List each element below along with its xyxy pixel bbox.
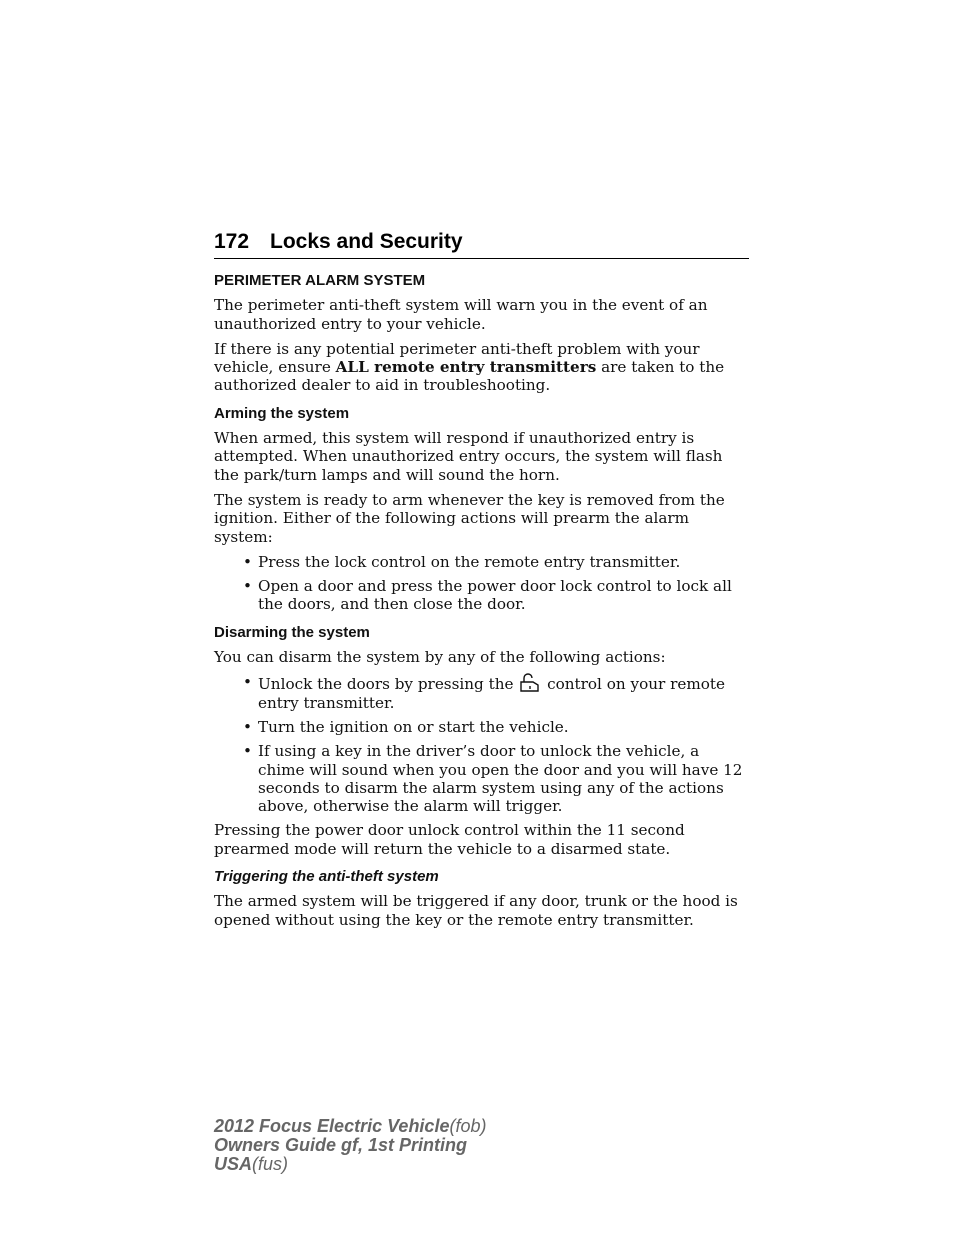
paragraph-intro: The perimeter anti-theft system will warn you in the event of an unauthorized entry to your vehicle. [214, 296, 708, 333]
heading-arming: Arming the system [214, 404, 350, 422]
footer-vehicle-code: (fob) [449, 1116, 487, 1136]
footer-line-3 [214, 1155, 486, 1174]
list-item-text: Open a door and press the power door lock control to lock all the doors, and then close the door. [258, 577, 732, 614]
footer-market-code: (fus) [252, 1154, 289, 1174]
paragraph-transmitters [214, 340, 749, 395]
arming-list [214, 553, 749, 614]
list-item-text: Turn the ignition on or start the vehicle. [258, 717, 569, 736]
bullet: • [243, 717, 252, 736]
footer-vehicle: 2012 Focus Electric Vehicle [214, 1116, 450, 1136]
bullet: • [243, 577, 252, 596]
page-content [214, 264, 749, 936]
footer-line-2: Owners Guide gf, 1st Printing [214, 1135, 468, 1155]
list-item [214, 553, 749, 571]
paragraph-triggering: The armed system will be triggered if any door, trunk or the hood is opened without using the key or the remote entry transmitter. [214, 892, 738, 929]
heading-disarming: Disarming the system [214, 623, 370, 641]
list-item-text: Unlock the doors by pressing the [258, 675, 519, 694]
unlock-icon [518, 673, 542, 693]
list-item [214, 577, 749, 614]
footer-market: USA [214, 1154, 253, 1174]
footer-line-1 [214, 1117, 486, 1136]
paragraph-prearmed-mode: Pressing the power door unlock control within the 11 second prearmed mode will return the vehicle to a disarmed state. [214, 821, 685, 858]
list-item [214, 742, 749, 815]
disarming-list [214, 673, 749, 815]
bullet: • [243, 552, 252, 571]
header-rule [214, 258, 749, 259]
list-item [214, 673, 749, 712]
page-number: 172 [214, 230, 250, 253]
section-title: Locks and Security [270, 230, 463, 253]
footer [214, 1117, 486, 1174]
paragraph-disarm-intro: You can disarm the system by any of the following actions: [214, 648, 666, 667]
list-item [214, 718, 749, 736]
heading-triggering: Triggering the anti-theft system [214, 868, 439, 886]
paragraph-prearm: The system is ready to arm whenever the key is removed from the ignition. Either of the following actions will prearm the alarm system: [214, 490, 725, 546]
list-item-text: control on your remote entry transmitter. [258, 675, 725, 712]
bullet: • [243, 742, 252, 761]
transmitters-text-before: If there is any potential perimeter anti-theft problem with your vehicle, ensure [214, 339, 700, 377]
transmitters-bold: ALL remote entry transmitters [335, 358, 597, 377]
list-item-text: Press the lock control on the remote entry transmitter. [258, 552, 681, 571]
transmitters-text-after: are taken to the authorized dealer to aid in troubleshooting. [214, 358, 725, 395]
heading-perimeter-alarm: PERIMETER ALARM SYSTEM [214, 272, 426, 289]
list-item-text: If using a key in the driver’s door to unlock the vehicle, a chime will sound when you open the door and you will have 12 seconds to disarm the alarm system using any of the actions above, otherwise the alarm will trigger. [258, 742, 743, 816]
paragraph-armed: When armed, this system will respond if unauthorized entry is attempted. When unauthorized entry occurs, the system will flash the park/turn lamps and will sound the horn. [214, 429, 723, 484]
bullet: • [243, 673, 252, 692]
